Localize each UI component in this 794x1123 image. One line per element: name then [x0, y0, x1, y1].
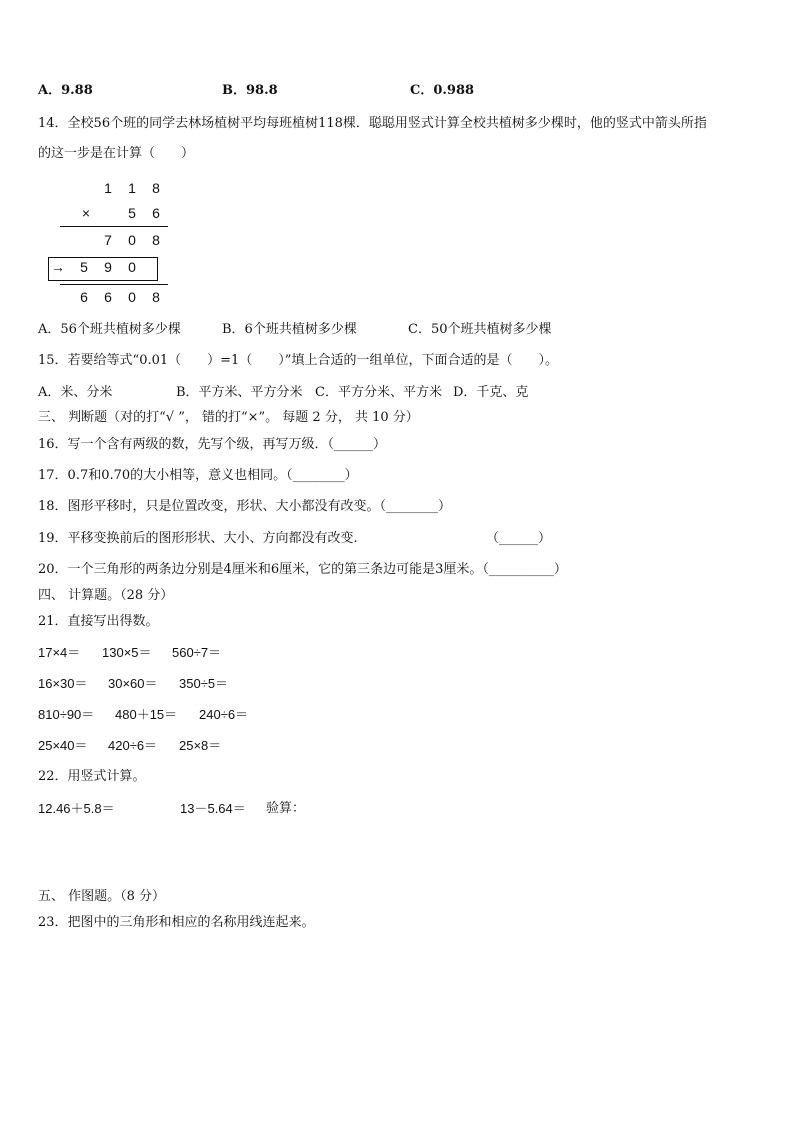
calc-digit: 5: [80, 259, 88, 275]
q21-item: 560÷7＝: [172, 645, 222, 660]
q21-item: 420÷6＝: [108, 738, 158, 753]
q14-option-b: B．6个班共植树多少棵: [222, 322, 357, 337]
q23-question: 23．把图中的三角形和相应的名称用线连起来。: [38, 915, 315, 930]
q22-check-label: 验算：: [266, 801, 306, 816]
section-5-heading: 五、 作图题。（8 分）: [38, 889, 166, 904]
calc-multiply-sign: ×: [81, 205, 91, 221]
q14-question-line1: 14．全校56个班的同学去林场植树平均每班植树118棵．聪聪用竖式计算全校共植树多少棵时，他的竖式中箭头所指: [38, 116, 707, 131]
calc-divider-line: [60, 284, 168, 285]
q22-title: 22．用竖式计算。: [38, 769, 146, 784]
q14-option-c: C．50个班共植树多少棵: [408, 322, 552, 337]
calc-digit: 1: [128, 180, 136, 196]
q22-expression-2: 13－5.64＝: [180, 801, 246, 816]
q19-question: 19．平移变换前后的图形形状、大小、方向都没有改变.: [38, 531, 358, 546]
calc-digit: 1: [104, 180, 112, 196]
calc-digit: 7: [104, 232, 112, 248]
q21-title: 21．直接写出得数。: [38, 614, 159, 629]
calc-digit: 8: [152, 180, 160, 196]
q15-question: 15．若要给等式“0.01（ ）=1（ ）”填上合适的一组单位，下面合适的是（ ）。: [38, 353, 558, 368]
q17-question: 17．0.7和0.70的大小相等，意义也相同。（________）: [38, 468, 358, 483]
section-4-heading: 四、 计算题。（28 分）: [38, 588, 174, 603]
q20-question: 20．一个三角形的两条边分别是4厘米和6厘米，它的第三条边可能是3厘米。（__________）: [38, 562, 567, 577]
arrow-icon: →: [51, 259, 65, 275]
q21-item: 25×8＝: [179, 738, 222, 753]
calc-digit: 0: [128, 232, 136, 248]
q15-option-d: D．千克、克: [453, 385, 529, 400]
q15-option-c: C．平方分米、平方米: [315, 385, 442, 400]
q21-item: 30×60＝: [108, 676, 158, 691]
calc-digit: 0: [128, 289, 136, 305]
calc-digit: 0: [128, 259, 136, 275]
q21-item: 480＋15＝: [115, 707, 178, 722]
q21-item: 25×40＝: [38, 738, 88, 753]
q14-vertical-calculation: [38, 180, 198, 310]
q15-option-b: B．平方米、平方分米: [176, 385, 303, 400]
section-3-heading: 三、 判断题（对的打“√ ”， 错的打“×”。 每题 2 分， 共 10 分）: [38, 410, 419, 425]
calc-divider-line: [60, 226, 168, 227]
q13-option-c: C．0.988: [410, 83, 475, 98]
calc-digit: 8: [152, 232, 160, 248]
q14-question-line2: 的这一步是在计算（ ）: [38, 146, 195, 161]
q21-item: 17×4＝: [38, 645, 81, 660]
calc-digit: 6: [104, 289, 112, 305]
q18-question: 18．图形平移时，只是位置改变，形状、大小都没有改变。（________）: [38, 499, 452, 514]
q13-option-b: B．98.8: [222, 83, 278, 98]
q21-item: 240÷6＝: [199, 707, 249, 722]
q21-item: 16×30＝: [38, 676, 88, 691]
calc-digit: 8: [152, 289, 160, 305]
calc-digit: 6: [80, 289, 88, 305]
q19-answer-blank: （______）: [486, 531, 552, 546]
calc-digit: 6: [152, 205, 160, 221]
q14-option-a: A．56个班共植树多少棵: [38, 322, 181, 337]
q21-item: 350÷5＝: [179, 676, 229, 691]
q21-item: 810÷90＝: [38, 707, 95, 722]
q21-item: 130×5＝: [102, 645, 152, 660]
calc-digit: 5: [128, 205, 136, 221]
q16-question: 16．写一个含有两级的数，先写个级，再写万级．（______）: [38, 437, 387, 452]
q13-option-a: A．9.88: [38, 83, 93, 98]
q15-option-a: A．米、分米: [38, 385, 113, 400]
calc-digit: 9: [104, 259, 112, 275]
q22-expression-1: 12.46＋5.8＝: [38, 801, 115, 816]
